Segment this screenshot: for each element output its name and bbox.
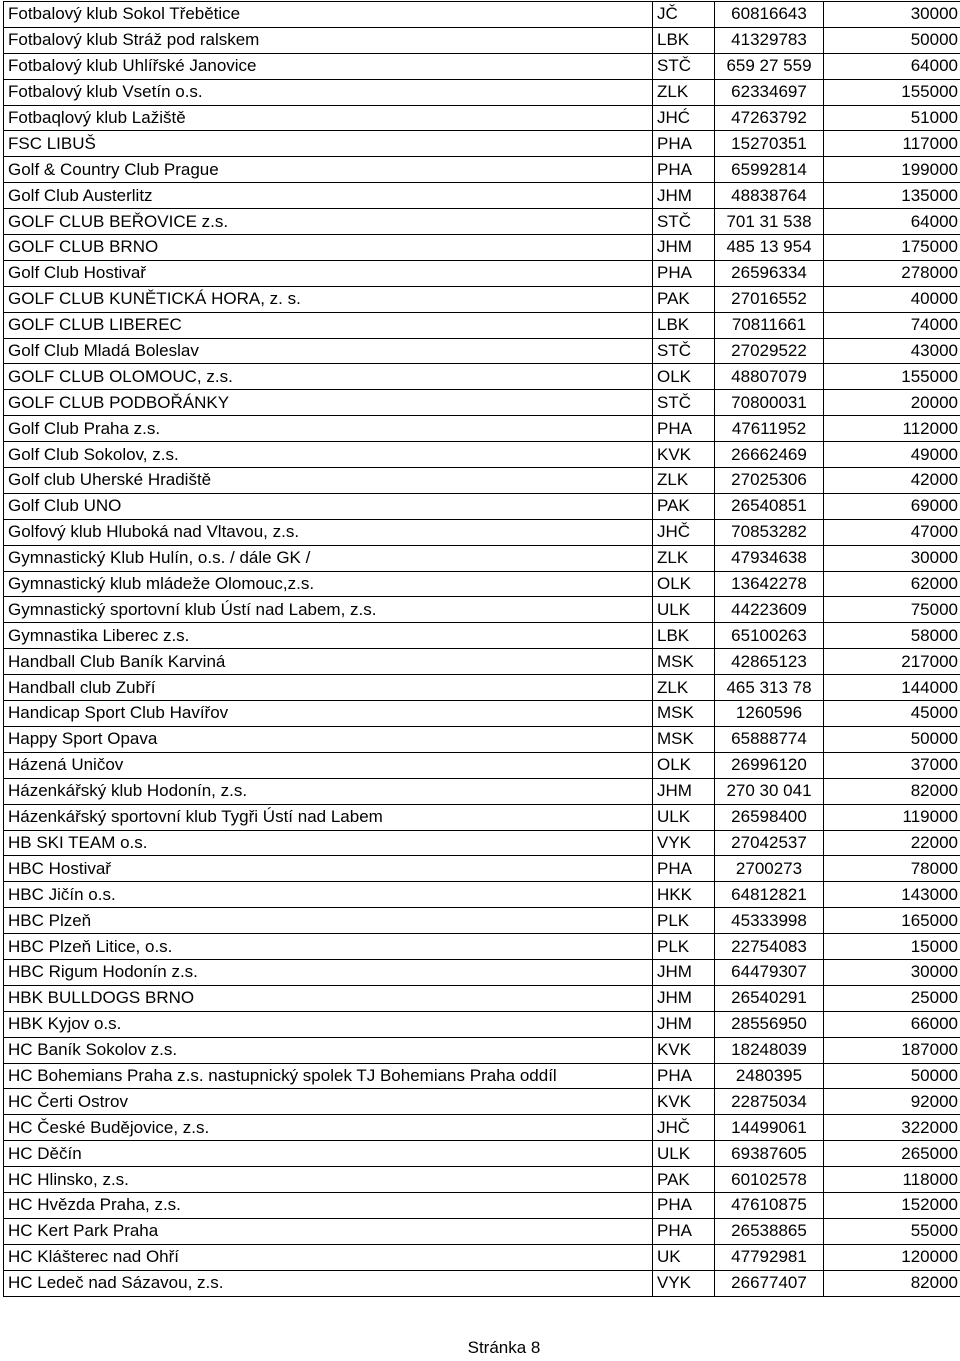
region-code-cell: PLK xyxy=(653,908,715,934)
club-name-cell: Fotbaqlový klub Lažiště xyxy=(4,105,653,131)
amount-cell: 64000 xyxy=(824,209,960,235)
ico-cell: 701 31 538 xyxy=(715,209,824,235)
region-code-cell: PHA xyxy=(653,260,715,286)
club-name-cell: HC Baník Sokolov z.s. xyxy=(4,1037,653,1063)
club-name-cell: Házenkářský klub Hodonín, z.s. xyxy=(4,778,653,804)
region-code-cell: MSK xyxy=(653,726,715,752)
region-code-cell: PHA xyxy=(653,157,715,183)
table-row xyxy=(4,364,960,390)
amount-cell: 69000 xyxy=(824,493,960,519)
table-row xyxy=(4,597,960,623)
ico-cell: 27042537 xyxy=(715,830,824,856)
table-row xyxy=(4,1244,960,1270)
amount-cell: 51000 xyxy=(824,105,960,131)
ico-cell: 485 13 954 xyxy=(715,235,824,261)
club-name-cell: HC Hlinsko, z.s. xyxy=(4,1167,653,1193)
ico-cell: 26662469 xyxy=(715,442,824,468)
amount-cell: 117000 xyxy=(824,131,960,157)
club-name-cell: HBK Kyjov o.s. xyxy=(4,1011,653,1037)
club-name-cell: Golfový klub Hluboká nad Vltavou, z.s. xyxy=(4,519,653,545)
page-footer xyxy=(0,1338,960,1358)
region-code-cell: ZLK xyxy=(653,468,715,494)
ico-cell: 659 27 559 xyxy=(715,53,824,79)
region-code-cell: ZLK xyxy=(653,545,715,571)
club-name-cell: GOLF CLUB KUNĚTICKÁ HORA, z. s. xyxy=(4,286,653,312)
region-code-cell: UK xyxy=(653,1244,715,1270)
region-code-cell: LBK xyxy=(653,623,715,649)
table-row xyxy=(4,1141,960,1167)
club-name-cell: HBC Plzeň xyxy=(4,908,653,934)
table-row xyxy=(4,752,960,778)
region-code-cell: PAK xyxy=(653,1167,715,1193)
region-code-cell: STČ xyxy=(653,53,715,79)
region-code-cell: JČ xyxy=(653,2,715,28)
region-code-cell: LBK xyxy=(653,312,715,338)
region-code-cell: PHA xyxy=(653,416,715,442)
table-row xyxy=(4,545,960,571)
club-name-cell: Golf club Uherské Hradiště xyxy=(4,468,653,494)
amount-cell: 144000 xyxy=(824,675,960,701)
amount-cell: 278000 xyxy=(824,260,960,286)
amount-cell: 42000 xyxy=(824,468,960,494)
club-name-cell: GOLF CLUB BRNO xyxy=(4,235,653,261)
grant-table-body xyxy=(4,2,960,1297)
ico-cell: 47263792 xyxy=(715,105,824,131)
region-code-cell: JHM xyxy=(653,959,715,985)
ico-cell: 26540291 xyxy=(715,985,824,1011)
ico-cell: 70853282 xyxy=(715,519,824,545)
table-row xyxy=(4,882,960,908)
ico-cell: 270 30 041 xyxy=(715,778,824,804)
amount-cell: 50000 xyxy=(824,27,960,53)
amount-cell: 25000 xyxy=(824,985,960,1011)
table-row xyxy=(4,701,960,727)
ico-cell: 45333998 xyxy=(715,908,824,934)
ico-cell: 64812821 xyxy=(715,882,824,908)
amount-cell: 30000 xyxy=(824,959,960,985)
club-name-cell: HC Kert Park Praha xyxy=(4,1218,653,1244)
club-name-cell: HC Klášterec nad Ohří xyxy=(4,1244,653,1270)
ico-cell: 26996120 xyxy=(715,752,824,778)
club-name-cell: HC České Budějovice, z.s. xyxy=(4,1115,653,1141)
table-row xyxy=(4,726,960,752)
table-row xyxy=(4,312,960,338)
table-row xyxy=(4,157,960,183)
region-code-cell: JHČ xyxy=(653,519,715,545)
ico-cell: 69387605 xyxy=(715,1141,824,1167)
region-code-cell: ULK xyxy=(653,597,715,623)
ico-cell: 70811661 xyxy=(715,312,824,338)
table-row xyxy=(4,1218,960,1244)
ico-cell: 70800031 xyxy=(715,390,824,416)
club-name-cell: HBK BULLDOGS BRNO xyxy=(4,985,653,1011)
amount-cell: 20000 xyxy=(824,390,960,416)
amount-cell: 82000 xyxy=(824,778,960,804)
table-row xyxy=(4,519,960,545)
region-code-cell: JHĆ xyxy=(653,105,715,131)
region-code-cell: HKK xyxy=(653,882,715,908)
ico-cell: 26538865 xyxy=(715,1218,824,1244)
ico-cell: 47611952 xyxy=(715,416,824,442)
region-code-cell: STČ xyxy=(653,209,715,235)
table-row xyxy=(4,390,960,416)
table-row xyxy=(4,856,960,882)
table-row xyxy=(4,908,960,934)
club-name-cell: Gymnastický klub mládeže Olomouc,z.s. xyxy=(4,571,653,597)
club-name-cell: Handball Club Baník Karviná xyxy=(4,649,653,675)
table-row xyxy=(4,105,960,131)
club-name-cell: Handicap Sport Club Havířov xyxy=(4,701,653,727)
region-code-cell: OLK xyxy=(653,364,715,390)
ico-cell: 47792981 xyxy=(715,1244,824,1270)
ico-cell: 47934638 xyxy=(715,545,824,571)
club-name-cell: Házená Uničov xyxy=(4,752,653,778)
amount-cell: 120000 xyxy=(824,1244,960,1270)
table-row xyxy=(4,183,960,209)
club-name-cell: Fotbalový klub Uhlířské Janovice xyxy=(4,53,653,79)
club-name-cell: HC Ledeč nad Sázavou, z.s. xyxy=(4,1270,653,1296)
region-code-cell: ZLK xyxy=(653,79,715,105)
ico-cell: 65888774 xyxy=(715,726,824,752)
amount-cell: 92000 xyxy=(824,1089,960,1115)
table-row xyxy=(4,1115,960,1141)
ico-cell: 60816643 xyxy=(715,2,824,28)
region-code-cell: MSK xyxy=(653,701,715,727)
table-row xyxy=(4,260,960,286)
table-row xyxy=(4,2,960,28)
amount-cell: 155000 xyxy=(824,79,960,105)
region-code-cell: OLK xyxy=(653,752,715,778)
amount-cell: 265000 xyxy=(824,1141,960,1167)
region-code-cell: PLK xyxy=(653,934,715,960)
club-name-cell: Golf Club Praha z.s. xyxy=(4,416,653,442)
amount-cell: 75000 xyxy=(824,597,960,623)
club-name-cell: Házenkářský sportovní klub Tygři Ústí nad Labem xyxy=(4,804,653,830)
amount-cell: 58000 xyxy=(824,623,960,649)
table-row xyxy=(4,468,960,494)
table-row xyxy=(4,1089,960,1115)
table-row xyxy=(4,1167,960,1193)
club-name-cell: FSC LIBUŠ xyxy=(4,131,653,157)
ico-cell: 27025306 xyxy=(715,468,824,494)
club-name-cell: HC Hvězda Praha, z.s. xyxy=(4,1192,653,1218)
amount-cell: 50000 xyxy=(824,1063,960,1089)
table-row xyxy=(4,235,960,261)
ico-cell: 22754083 xyxy=(715,934,824,960)
table-row xyxy=(4,79,960,105)
club-name-cell: GOLF CLUB LIBEREC xyxy=(4,312,653,338)
page-number: Stránka 8 xyxy=(467,1338,541,1357)
ico-cell: 28556950 xyxy=(715,1011,824,1037)
region-code-cell: ZLK xyxy=(653,675,715,701)
club-name-cell: HC Čerti Ostrov xyxy=(4,1089,653,1115)
table-row xyxy=(4,1037,960,1063)
amount-cell: 64000 xyxy=(824,53,960,79)
club-name-cell: Handball club Zubří xyxy=(4,675,653,701)
club-name-cell: Gymnastika Liberec z.s. xyxy=(4,623,653,649)
region-code-cell: KVK xyxy=(653,1089,715,1115)
region-code-cell: PAK xyxy=(653,286,715,312)
table-row xyxy=(4,493,960,519)
ico-cell: 26596334 xyxy=(715,260,824,286)
amount-cell: 55000 xyxy=(824,1218,960,1244)
ico-cell: 14499061 xyxy=(715,1115,824,1141)
amount-cell: 217000 xyxy=(824,649,960,675)
amount-cell: 15000 xyxy=(824,934,960,960)
amount-cell: 22000 xyxy=(824,830,960,856)
club-name-cell: Fotbalový klub Sokol Třebětice xyxy=(4,2,653,28)
ico-cell: 62334697 xyxy=(715,79,824,105)
table-row xyxy=(4,675,960,701)
club-name-cell: GOLF CLUB OLOMOUC, z.s. xyxy=(4,364,653,390)
amount-cell: 45000 xyxy=(824,701,960,727)
ico-cell: 47610875 xyxy=(715,1192,824,1218)
table-row xyxy=(4,209,960,235)
region-code-cell: PHA xyxy=(653,1192,715,1218)
amount-cell: 112000 xyxy=(824,416,960,442)
club-name-cell: HBC Hostivař xyxy=(4,856,653,882)
club-name-cell: HBC Jičín o.s. xyxy=(4,882,653,908)
club-name-cell: Happy Sport Opava xyxy=(4,726,653,752)
club-name-cell: Fotbalový klub Vsetín o.s. xyxy=(4,79,653,105)
table-row xyxy=(4,338,960,364)
ico-cell: 465 313 78 xyxy=(715,675,824,701)
region-code-cell: STČ xyxy=(653,338,715,364)
amount-cell: 119000 xyxy=(824,804,960,830)
amount-cell: 143000 xyxy=(824,882,960,908)
ico-cell: 44223609 xyxy=(715,597,824,623)
club-name-cell: Golf Club Mladá Boleslav xyxy=(4,338,653,364)
ico-cell: 13642278 xyxy=(715,571,824,597)
ico-cell: 65992814 xyxy=(715,157,824,183)
region-code-cell: MSK xyxy=(653,649,715,675)
region-code-cell: PHA xyxy=(653,131,715,157)
amount-cell: 152000 xyxy=(824,1192,960,1218)
table-row xyxy=(4,1063,960,1089)
region-code-cell: VYK xyxy=(653,830,715,856)
club-name-cell: Golf Club Sokolov, z.s. xyxy=(4,442,653,468)
table-row xyxy=(4,778,960,804)
table-row xyxy=(4,649,960,675)
amount-cell: 62000 xyxy=(824,571,960,597)
table-row xyxy=(4,27,960,53)
table-row xyxy=(4,1270,960,1296)
table-row xyxy=(4,571,960,597)
ico-cell: 15270351 xyxy=(715,131,824,157)
region-code-cell: STČ xyxy=(653,390,715,416)
region-code-cell: JHM xyxy=(653,1011,715,1037)
ico-cell: 2480395 xyxy=(715,1063,824,1089)
amount-cell: 187000 xyxy=(824,1037,960,1063)
amount-cell: 199000 xyxy=(824,157,960,183)
ico-cell: 27029522 xyxy=(715,338,824,364)
region-code-cell: KVK xyxy=(653,442,715,468)
amount-cell: 175000 xyxy=(824,235,960,261)
amount-cell: 50000 xyxy=(824,726,960,752)
region-code-cell: PHA xyxy=(653,856,715,882)
region-code-cell: KVK xyxy=(653,1037,715,1063)
table-row xyxy=(4,959,960,985)
region-code-cell: JHM xyxy=(653,183,715,209)
amount-cell: 49000 xyxy=(824,442,960,468)
ico-cell: 2700273 xyxy=(715,856,824,882)
amount-cell: 40000 xyxy=(824,286,960,312)
amount-cell: 118000 xyxy=(824,1167,960,1193)
ico-cell: 26677407 xyxy=(715,1270,824,1296)
amount-cell: 37000 xyxy=(824,752,960,778)
amount-cell: 135000 xyxy=(824,183,960,209)
amount-cell: 43000 xyxy=(824,338,960,364)
ico-cell: 26540851 xyxy=(715,493,824,519)
region-code-cell: LBK xyxy=(653,27,715,53)
ico-cell: 48838764 xyxy=(715,183,824,209)
amount-cell: 66000 xyxy=(824,1011,960,1037)
table-row xyxy=(4,830,960,856)
club-name-cell: Gymnastický sportovní klub Ústí nad Labem, z.s. xyxy=(4,597,653,623)
club-name-cell: GOLF CLUB PODBOŘÁNKY xyxy=(4,390,653,416)
club-name-cell: HC Bohemians Praha z.s. nastupnický spolek TJ Bohemians Praha oddíl xyxy=(4,1063,653,1089)
club-name-cell: GOLF CLUB BEŘOVICE z.s. xyxy=(4,209,653,235)
table-row xyxy=(4,53,960,79)
region-code-cell: JHM xyxy=(653,778,715,804)
club-name-cell: Gymnastický Klub Hulín, o.s. / dále GK / xyxy=(4,545,653,571)
table-row xyxy=(4,416,960,442)
club-name-cell: HBC Rigum Hodonín z.s. xyxy=(4,959,653,985)
region-code-cell: PHA xyxy=(653,1218,715,1244)
table-row xyxy=(4,804,960,830)
region-code-cell: JHČ xyxy=(653,1115,715,1141)
club-name-cell: HB SKI TEAM o.s. xyxy=(4,830,653,856)
amount-cell: 322000 xyxy=(824,1115,960,1141)
region-code-cell: JHM xyxy=(653,985,715,1011)
ico-cell: 22875034 xyxy=(715,1089,824,1115)
ico-cell: 18248039 xyxy=(715,1037,824,1063)
club-name-cell: Fotbalový klub Stráž pod ralskem xyxy=(4,27,653,53)
table-row xyxy=(4,623,960,649)
table-row xyxy=(4,934,960,960)
ico-cell: 41329783 xyxy=(715,27,824,53)
ico-cell: 42865123 xyxy=(715,649,824,675)
region-code-cell: PHA xyxy=(653,1063,715,1089)
table-row xyxy=(4,286,960,312)
table-row xyxy=(4,1192,960,1218)
amount-cell: 30000 xyxy=(824,2,960,28)
ico-cell: 1260596 xyxy=(715,701,824,727)
amount-cell: 47000 xyxy=(824,519,960,545)
ico-cell: 64479307 xyxy=(715,959,824,985)
club-name-cell: Golf Club UNO xyxy=(4,493,653,519)
amount-cell: 155000 xyxy=(824,364,960,390)
table-row xyxy=(4,131,960,157)
ico-cell: 65100263 xyxy=(715,623,824,649)
region-code-cell: VYK xyxy=(653,1270,715,1296)
table-row xyxy=(4,985,960,1011)
table-row xyxy=(4,1011,960,1037)
club-name-cell: HC Děčín xyxy=(4,1141,653,1167)
amount-cell: 78000 xyxy=(824,856,960,882)
table-row xyxy=(4,442,960,468)
ico-cell: 48807079 xyxy=(715,364,824,390)
region-code-cell: ULK xyxy=(653,1141,715,1167)
region-code-cell: JHM xyxy=(653,235,715,261)
amount-cell: 74000 xyxy=(824,312,960,338)
club-name-cell: HBC Plzeň Litice, o.s. xyxy=(4,934,653,960)
region-code-cell: OLK xyxy=(653,571,715,597)
club-name-cell: Golf Club Austerlitz xyxy=(4,183,653,209)
amount-cell: 82000 xyxy=(824,1270,960,1296)
amount-cell: 165000 xyxy=(824,908,960,934)
region-code-cell: PAK xyxy=(653,493,715,519)
ico-cell: 27016552 xyxy=(715,286,824,312)
ico-cell: 60102578 xyxy=(715,1167,824,1193)
club-name-cell: Golf & Country Club Prague xyxy=(4,157,653,183)
ico-cell: 26598400 xyxy=(715,804,824,830)
region-code-cell: ULK xyxy=(653,804,715,830)
amount-cell: 30000 xyxy=(824,545,960,571)
club-name-cell: Golf Club Hostivař xyxy=(4,260,653,286)
grant-table xyxy=(3,1,960,1297)
